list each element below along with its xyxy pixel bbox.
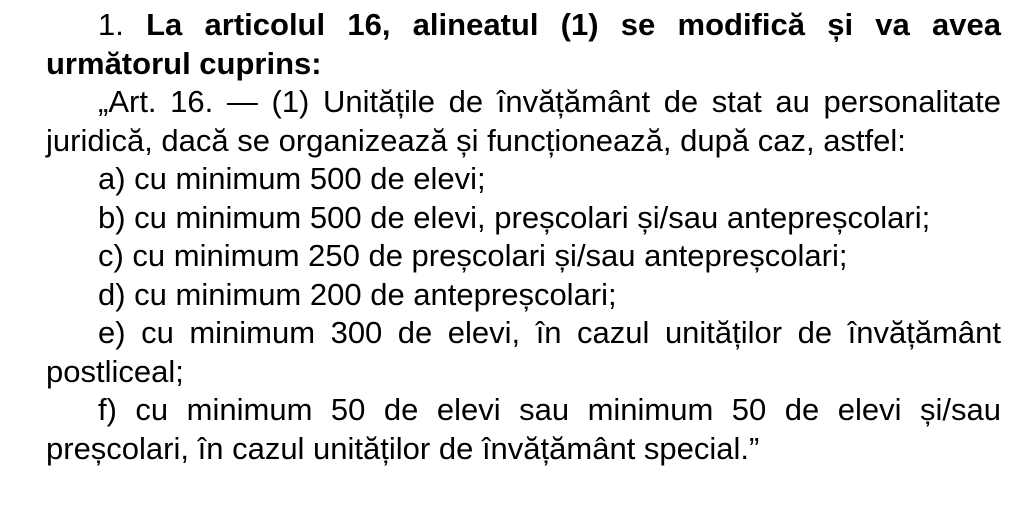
list-item-a: a) cu minimum 500 de elevi; <box>98 161 486 196</box>
list-item-d: d) cu minimum 200 de antepreșcolari; <box>98 276 617 312</box>
list-item-f: f) cu minimum 50 de elevi sau minimum 50 de elevi și/sau preșcolari, în cazul unităților de învățământ special.” <box>46 392 1001 466</box>
list-item-c: c) cu minimum 250 de preșcolari și/sau antepreșcolari; <box>98 238 848 273</box>
list-item-b: b) cu minimum 500 de elevi, preșcolari și/sau antepreșcolari; <box>98 199 931 235</box>
document-page <box>46 0 1001 468</box>
article-intro: „Art. 16. — (1) Unitățile de învățământ de stat au personalitate juridică, dacă se organizează și funcționează, după caz, astfel: <box>46 84 1001 158</box>
amendment-paragraph <box>46 6 1001 83</box>
amendment-number: 1. <box>98 7 124 42</box>
amendment-heading: La articolul 16, alineatul (1) se modifică și va avea următorul cuprins: <box>46 7 1001 81</box>
list-item-e: e) cu minimum 300 de elevi, în cazul unităților de învățământ postliceal; <box>46 315 1001 389</box>
